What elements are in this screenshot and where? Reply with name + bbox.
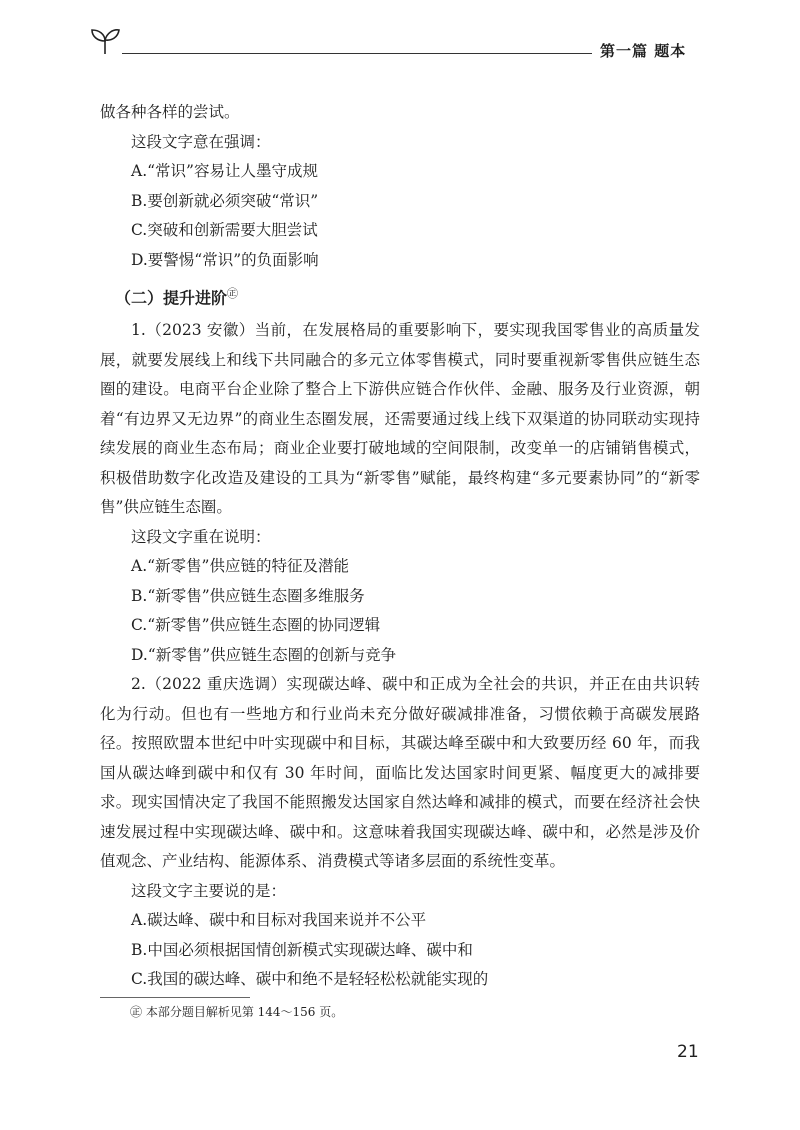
intro-tail: 做各种各样的尝试。 bbox=[100, 103, 240, 121]
q1-option-a: A.“新零售”供应链的特征及潜能 bbox=[131, 557, 349, 576]
section-title: （二）提升进阶 bbox=[115, 288, 228, 308]
q2-option-b: B.中国必须根据国情创新模式实现碳达峰、碳中和 bbox=[131, 940, 473, 959]
section-heading bbox=[100, 285, 700, 308]
header-rule bbox=[122, 53, 592, 54]
page-header bbox=[0, 0, 800, 80]
footnote-rule bbox=[100, 997, 250, 998]
q2-option-a: A.碳达峰、碳中和目标对我国来说并不公平 bbox=[131, 911, 427, 930]
q2-text: 2.（2022 重庆选调）实现碳达峰、碳中和正成为全社会的共识，并正在由共识转化为行动。但也有一些地方和行业尚未充分做好碳减排准备，习惯依赖于高碳发展路径。按照欧盟本世纪中叶实现碳中和目标，其碳达峰至碳中和大致要历经 60 年，而我国从碳达峰到碳中和仅有 30 年时间，面临比发达国家时间更紧、幅度更大的减排要求。现实国情决定了我国不能照搬发达国家自然达峰和减排的模式，而要在经济社会快速发展过程中实现碳达峰、碳中和。这意味着我国实现碳达峰、碳中和，必然是涉及价值观念、产业结构、能源体系、消费模式等诸多层面的系统性变革。 bbox=[100, 675, 700, 871]
page-number: 21 bbox=[677, 1042, 699, 1062]
header-title: 第一篇 题本 bbox=[600, 42, 687, 60]
intro-question: 这段文字意在强调： bbox=[131, 132, 271, 151]
intro-option-b: B.要创新就必须突破“常识” bbox=[131, 191, 319, 210]
page-content bbox=[100, 98, 700, 995]
q1-option-b: B.“新零售”供应链生态圈多维服务 bbox=[131, 586, 365, 605]
section-mark-icon: ㊣ bbox=[227, 287, 239, 300]
q1-text: 1.（2023 安徽）当前，在发展格局的重要影响下，要实现我国零售业的高质量发展，就要发展线上和线下共同融合的多元立体零售模式，同时要重视新零售供应链生态圈的建设。电商平台企业除了整合上下游供应链合作伙伴、金融、服务及行业资源，朝着“有边界又无边界”的商业生态圈发展，还需要通过线上线下双渠道的协同联动实现持续发展的商业生态布局；商业企业要打破地域的空间限制，改变单一的店铺销售模式，积极借助数字化改造及建设的工具为“新零售”赋能，最终构建“多元要素协同”的“新零售”供应链生态圈。 bbox=[100, 321, 700, 517]
intro-option-c: C.突破和创新需要大胆尝试 bbox=[131, 221, 318, 239]
sprout-icon bbox=[88, 26, 122, 56]
q1-option-d: D.“新零售”供应链生态圈的创新与竞争 bbox=[131, 645, 397, 664]
q1-option-c: C.“新零售”供应链生态圈的协同逻辑 bbox=[131, 616, 381, 635]
q1-question: 这段文字重在说明： bbox=[131, 527, 271, 546]
intro-option-d: D.要警惕“常识”的负面影响 bbox=[131, 250, 319, 269]
q2-question: 这段文字主要说的是： bbox=[131, 881, 287, 900]
q2-option-c: C.我国的碳达峰、碳中和绝不是轻轻松松就能实现的 bbox=[131, 970, 489, 989]
intro-option-a: A.“常识”容易让人墨守成规 bbox=[131, 162, 318, 180]
footnote: ㊣ 本部分题目解析见第 144～156 页。 bbox=[130, 1005, 344, 1019]
